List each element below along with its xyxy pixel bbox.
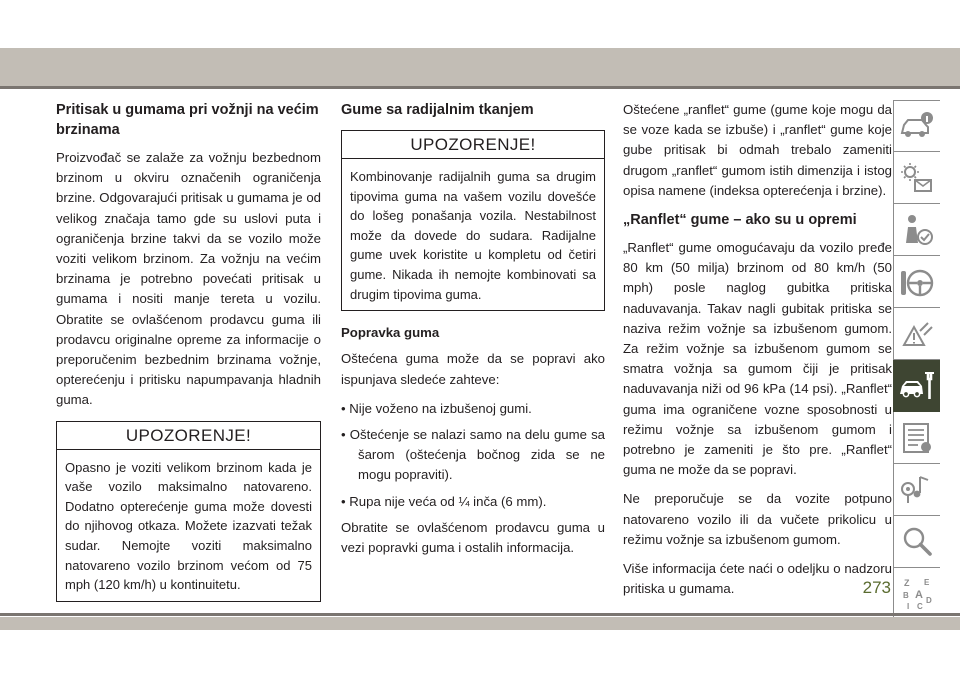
warning-box-radial xyxy=(341,130,605,311)
index-letter: B xyxy=(903,590,909,600)
high-speed-paragraph: Proizvođač se zalaže za vožnju bezbednom brzinom u okviru označenih ograničenja brzine. Odgovarajući pritisak u gumama je od velikog značaja tamo gde su uslovi puta i ograničenja brzine takvi da se vozilo može voziti velikom brzinom. Za vožnju na većim brzinama je potrebno povećati pritisak u gumama i nositi manje tereta u vozilu. Obratite se ovlašćenom prodavcu guma ili prodavcu originalne opreme za informacije o preporučenim bezbednim brzinama vožnje, opterećenju i pritisku napumpavanja hladnih guma. xyxy=(56,150,321,408)
column-middle xyxy=(341,100,605,567)
column-left xyxy=(56,100,321,614)
tab-search[interactable] xyxy=(893,516,940,568)
header-band xyxy=(0,48,960,86)
tab-safety[interactable] xyxy=(893,204,940,256)
index-letter: A xyxy=(915,588,923,601)
car-info-icon xyxy=(898,107,936,145)
hazard-triangle-icon xyxy=(898,315,936,353)
warning-box-high-speed xyxy=(56,421,321,602)
repair-bullet: • Nije voženo na izbušenoj gumi. xyxy=(341,400,532,416)
repair-closing: Obratite se ovlašćenom prodavcu guma u vezi popravki guma i ostalih informacija. xyxy=(341,519,605,555)
section-heading-high-speed: Pritisak u gumama pri vožnji na većim brzinama xyxy=(56,102,319,138)
tab-warning-lights[interactable] xyxy=(893,152,940,204)
tab-car-info[interactable] xyxy=(893,100,940,152)
safety-person-icon xyxy=(898,211,936,249)
magnifier-icon xyxy=(898,523,936,561)
section-heading-radial: Gume sa radijalnim tkanjem xyxy=(341,102,534,118)
index-letter: I xyxy=(907,601,910,611)
runflat-more-info: Više informacija ćete naći o odeljku o nadzoru pritiska u gumama. xyxy=(623,561,892,597)
repair-bullet: • Rupa nije veća od ¼ inča (6 mm). xyxy=(341,493,547,509)
index-letter: D xyxy=(926,595,932,605)
chapter-tabs xyxy=(893,100,940,620)
tab-hazard[interactable] xyxy=(893,308,940,360)
alphabet-index-icon xyxy=(898,575,936,613)
repair-intro: Oštećena guma može da se popravi ako ispunjava sledeće zahteve: xyxy=(341,351,605,387)
index-letter: Z xyxy=(904,577,910,588)
tab-maintenance[interactable] xyxy=(893,360,940,412)
warning-title: UPOZORENJE! xyxy=(342,131,604,159)
checklist-icon xyxy=(898,419,936,457)
warning-text: Kombinovanje radijalnih guma sa drugim tipovima guma na vašem vozilu dovešće do lošeg ponašanja vozila. Nestabilnost može da dovede do sudara. Radijalne gume uvek koristite u kompletu od četiri gume. Nikada ih nemojte kombinovati sa drugim tipovima guma. xyxy=(350,169,596,302)
warning-lights-icon xyxy=(898,159,936,197)
tab-specifications[interactable] xyxy=(893,412,940,464)
page-number: 273 xyxy=(862,578,891,597)
music-nav-icon xyxy=(898,471,936,509)
header-rule xyxy=(0,86,960,89)
runflat-towing-paragraph: Ne preporučuje se da vozite potpuno natovareno vozilo ili da vučete prikolicu u režimu vožnje sa izbušenom gumom. xyxy=(623,491,892,547)
tab-steering[interactable] xyxy=(893,256,940,308)
column-right xyxy=(623,100,892,608)
steering-wheel-icon xyxy=(898,263,936,301)
index-letter: C xyxy=(917,601,923,611)
footer-rule xyxy=(0,613,960,616)
footer-band xyxy=(0,617,960,630)
runflat-description: „Ranflet“ gume omogućavaju da vozilo pređe 80 km (50 milja) brzinom od 80 km/h (50 mph) posle naglog gubitka pritiska naduvavanja. Takav nagli gubitak pritiska se naziva režim vožnje sa izbušenom gumom. Za režim vožnje sa izbušenom gumom se smatra vožnja sa gumom čiji je pritisak naduvavanja niži od 96 kPa (14 psi). „Ranflet“ guma ima ograničene vozne sposobnosti u režimu vožnje sa izbušenom gumom i potrebno je zameniti je što pre. „Ranflet“ guma ne može da se popravi. xyxy=(623,240,892,478)
repair-bullet: • Oštećenje se nalazi samo na delu gume sa šarom (oštećenja bočnog zida se ne mogu popraviti). xyxy=(341,426,605,483)
index-letter: E xyxy=(924,577,930,587)
car-wrench-icon xyxy=(898,367,936,405)
tab-multimedia[interactable] xyxy=(893,464,940,516)
runflat-damage-paragraph: Oštećene „ranflet“ gume (gume koje mogu da se voze kada se izbuše) i „ranflet“ gume koje gube pritisak bi odmah trebalo zameniti drugom „ranflet“ gumom istih dimenzija i istog opisa namene (indeksa opterećenja i brzine). xyxy=(623,102,892,198)
subheading-tire-repair: Popravka guma xyxy=(341,325,440,341)
section-heading-runflat: „Ranflet“ gume – ako su u opremi xyxy=(623,212,857,229)
warning-title: UPOZORENJE! xyxy=(57,422,320,450)
warning-text: Opasno je voziti velikom brzinom kada je vaše vozilo maksimalno natovareno. Dodatno opterećenje guma može dovesti do njihovog otkaza. Možete izazvati težak sudar. Nemojte voziti maksimalno natovareno vozilo brzinom većom od 75 mph (120 km/h) u kontinuitetu. xyxy=(65,459,312,593)
